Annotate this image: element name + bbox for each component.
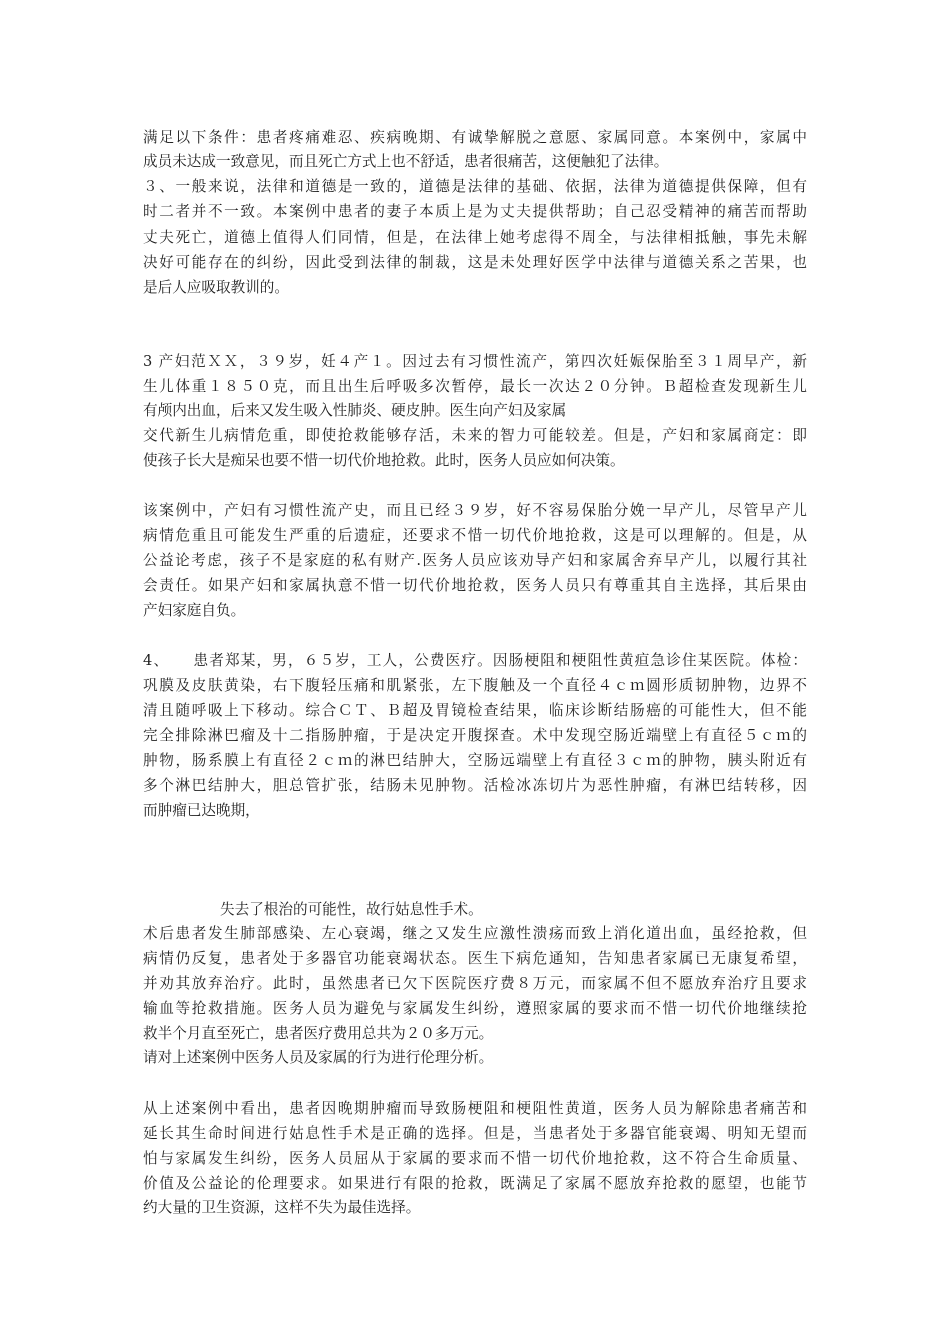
text-line: 满足以下条件：患者疼痛难忍、疾病晚期、有诚挚解脱之意愿、家属同意。本案例中，家属中 (143, 129, 807, 146)
text-line: ３、一般来说，法律和道德是一致的，道德是法律的基础、依据，法律为道德提供保障，但有 (143, 178, 807, 195)
text-line: 从上述案例中看出，患者因晚期肿瘤而导致肠梗阻和梗阻性黄道，医务人员为解除患者痛苦和 (143, 1100, 807, 1117)
text-line: 生儿体重１８５０克，而且出生后呼吸多次暂停，最长一次达２０分钟。Ｂ超检查发现新生儿 (143, 378, 807, 395)
text-line: 该案例中，产妇有习惯性流产史，而且已经３９岁，好不容易保胎分娩一早产儿，尽管早产儿 (143, 502, 807, 519)
text-line: 肿物，肠系膜上有直径２ｃｍ的淋巴结肿大，空肠远端壁上有直径３ｃｍ的肿物，胰头附近有 (143, 752, 807, 769)
text-line: 约大量的卫生资源，这样不失为最佳选择。 (143, 1199, 421, 1216)
text-line: 术后患者发生肺部感染、左心衰竭，继之又发生应激性溃疡而致上消化道出血，虽经抢救，但 (143, 925, 807, 942)
text-line: 输血等抢救措施。医务人员为避免与家属发生纠纷，遵照家属的要求而不惜一切代价地继续抢 (143, 1000, 807, 1017)
text-line: 使孩子长大是痴呆也要不惜一切代价地抢救。此时，医务人员应如何决策。 (143, 452, 625, 469)
text-line: 病情仍反复，患者处于多器官功能衰竭状态。医生下病危通知，告知患者家属已无康复希望， (143, 950, 807, 967)
text-line: 延长其生命时间进行姑息性手术是正确的选择。但是，当患者处于多器官能衰竭、明知无望而 (143, 1125, 807, 1142)
text-line: 公益论考虑，孩子不是家庭的私有财产.医务人员应该劝导产妇和家属舍弃早产儿，以履行其社 (143, 552, 807, 569)
text-line: 救半个月直至死亡，患者医疗费用总共为２０多万元。 (143, 1025, 494, 1042)
text-line: 交代新生儿病情危重，即使抢救能够存活，未来的智力可能较差。但是，产妇和家属商定：即 (143, 427, 807, 444)
text-line: 多个淋巴结肿大，胆总管扩张，结肠未见肿物。活检冰冻切片为恶性肿瘤，有淋巴结转移，因 (143, 777, 807, 794)
text-line: 巩膜及皮肤黄染，右下腹轻压痛和肌紧张，左下腹触及一个直径４ｃｍ圆形质韧肿物，边界不 (143, 677, 807, 694)
text-line: 清且随呼吸上下移动。综合ＣＴ、Ｂ超及胃镜检查结果，临床诊断结肠癌的可能性大，但不能 (143, 702, 807, 719)
text-line: 决好可能存在的纠纷，因此受到法律的制裁，这是未处理好医学中法律与道德关系之苦果，也 (143, 254, 807, 271)
text-line: 会责任。如果产妇和家属执意不惜一切代价地抢救，医务人员只有尊重其自主选择，其后果由 (143, 577, 807, 594)
text-line: 价值及公益论的伦理要求。如果进行有限的抢救，既满足了家属不愿放弃抢救的愿望，也能节 (143, 1175, 807, 1192)
text-line: 是后人应吸取教训的。 (143, 279, 289, 296)
text-line: 怕与家属发生纠纷，医务人员屈从于家属的要求而不惜一切代价地抢救，这不符合生命质量、 (143, 1150, 807, 1167)
text-line: 3 产妇范ＸＸ，３９岁，妊４产１。因过去有习惯性流产，第四次妊娠保胎至３１周早产，新 (143, 353, 807, 370)
text-line: 病情危重且可能发生严重的后遗症，还要求不惜一切代价地抢救，这是可以理解的。但是，从 (143, 527, 807, 544)
text-line: 并劝其放弃治疗。此时，虽然患者已欠下医院医疗费８万元，而家属不但不愿放弃治疗且要求 (143, 975, 807, 992)
text-line: 完全排除淋巴瘤及十二指肠肿瘤，于是决定开腹探查。术中发现空肠近端壁上有直径５ｃｍ的 (143, 727, 807, 744)
text-line-indented: 失去了根治的可能性，故行姑息性手术。 (220, 901, 483, 918)
text-line: 而肿瘤已达晚期， (143, 802, 260, 819)
text-line: 有颅内出血，后来又发生吸入性肺炎、硬皮肿。医生向产妇及家属 (143, 402, 567, 419)
text-line: 丈夫死亡，道德上值得人们同情，但是，在法律上她考虑得不周全，与法律相抵触，事先未解 (143, 229, 807, 246)
text-line: 请对上述案例中医务人员及家属的行为进行伦理分析。 (143, 1049, 494, 1066)
text-line: 产妇家庭自负。 (143, 602, 246, 619)
text-line: 时二者并不一致。本案例中患者的妻子本质上是为丈夫提供帮助；自己忍受精神的痛苦而帮助 (143, 203, 807, 220)
text-line: 4、 患者郑某，男，６５岁，工人，公费医疗。因肠梗阻和梗阻性黄疸急诊住某医院。体检： (143, 652, 807, 669)
text-line: 成员未达成一致意见，而且死亡方式上也不舒适，患者很痛苦，这便触犯了法律。 (143, 153, 669, 170)
